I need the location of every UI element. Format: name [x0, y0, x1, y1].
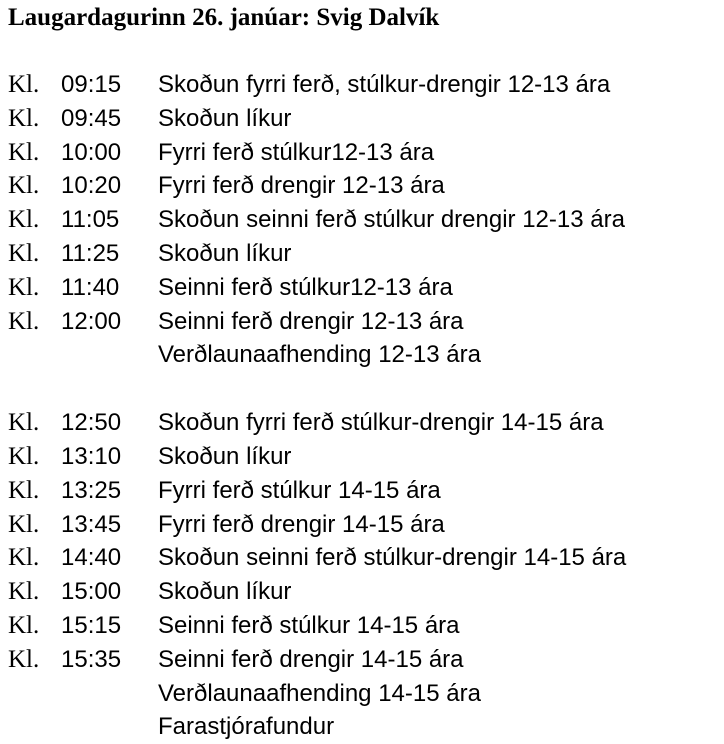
- row-description: Fyrri ferð stúlkur12-13 ára: [158, 138, 435, 166]
- schedule-block-14-15: [8, 406, 718, 744]
- schedule-row: [8, 474, 718, 508]
- row-prefix: Kl.: [8, 645, 40, 673]
- schedule-row: [8, 338, 718, 372]
- row-time: 12:50: [61, 409, 122, 437]
- schedule-row: [8, 169, 718, 203]
- row-time: 13:10: [61, 442, 122, 470]
- row-time: 14:40: [61, 544, 122, 572]
- row-prefix: Kl.: [8, 138, 40, 166]
- schedule-row: [8, 136, 718, 170]
- row-time: 11:25: [61, 239, 120, 267]
- schedule-document: [8, 0, 718, 744]
- row-time: 15:35: [61, 645, 122, 673]
- row-time: 15:00: [61, 578, 122, 606]
- row-prefix: Kl.: [8, 510, 40, 538]
- row-prefix: Kl.: [8, 307, 40, 335]
- row-description: Seinni ferð drengir 12-13 ára: [158, 307, 464, 335]
- schedule-row: [8, 305, 718, 339]
- schedule-row: [8, 710, 718, 744]
- row-description: Skoðun líkur: [158, 578, 292, 606]
- row-description: Verðlaunaafhending 14-15 ára: [158, 679, 481, 707]
- row-description: Skoðun líkur: [158, 104, 292, 132]
- schedule-row: [8, 508, 718, 542]
- row-description: Seinni ferð stúlkur 14-15 ára: [158, 611, 460, 639]
- row-prefix: Kl.: [8, 442, 40, 470]
- row-description: Fyrri ferð drengir 14-15 ára: [158, 510, 445, 538]
- schedule-row: [8, 677, 718, 711]
- row-description: Skoðun fyrri ferð, stúlkur-drengir 12-13 ára: [158, 71, 611, 98]
- row-description: Fyrri ferð stúlkur 14-15 ára: [158, 476, 441, 504]
- row-description: Skoðun seinni ferð stúlkur-drengir 14-15 ára: [158, 544, 627, 572]
- row-prefix: Kl.: [8, 104, 40, 132]
- row-time: 12:00: [61, 307, 122, 335]
- row-description: Skoðun fyrri ferð stúlkur-drengir 14-15 ára: [158, 409, 604, 437]
- row-time: 09:15: [61, 71, 122, 98]
- row-description: Seinni ferð drengir 14-15 ára: [158, 645, 464, 673]
- row-description: Skoðun seinni ferð stúlkur drengir 12-13 ára: [158, 206, 625, 234]
- row-prefix: Kl.: [8, 476, 40, 504]
- row-time: 13:45: [61, 510, 122, 538]
- schedule-row: [8, 271, 718, 305]
- row-description: Verðlaunaafhending 12-13 ára: [158, 341, 481, 369]
- row-description: Seinni ferð stúlkur12-13 ára: [158, 273, 453, 301]
- row-time: 11:40: [61, 273, 120, 301]
- row-prefix: Kl.: [8, 273, 40, 301]
- schedule-row: [8, 203, 718, 237]
- schedule-block-12-13: [8, 68, 718, 372]
- row-prefix: Kl.: [8, 611, 40, 639]
- row-prefix: Kl.: [8, 578, 40, 606]
- schedule-row: [8, 643, 718, 677]
- schedule-row: [8, 68, 718, 102]
- row-prefix: Kl.: [8, 544, 40, 572]
- row-prefix: Kl.: [8, 71, 40, 98]
- page-title: Laugardagurinn 26. janúar: Svig Dalvík: [8, 4, 440, 31]
- row-time: 11:05: [61, 206, 120, 234]
- schedule-row: [8, 440, 718, 474]
- title-spacer: [8, 36, 718, 68]
- row-time: 10:00: [61, 138, 122, 166]
- row-prefix: Kl.: [8, 172, 40, 200]
- row-description: Skoðun líkur: [158, 442, 292, 470]
- schedule-row: [8, 609, 718, 643]
- schedule-row: [8, 237, 718, 271]
- row-time: 13:25: [61, 476, 122, 504]
- row-time: 15:15: [61, 611, 122, 639]
- schedule-row: [8, 541, 718, 575]
- row-prefix: Kl.: [8, 239, 40, 267]
- row-description: Farastjórafundur: [158, 713, 335, 741]
- block-spacer: [8, 372, 718, 406]
- row-description: Skoðun líkur: [158, 239, 292, 267]
- row-description: Fyrri ferð drengir 12-13 ára: [158, 172, 445, 200]
- schedule-row: [8, 575, 718, 609]
- row-time: 09:45: [61, 104, 122, 132]
- row-prefix: Kl.: [8, 409, 40, 437]
- row-time: 10:20: [61, 172, 122, 200]
- schedule-row: [8, 102, 718, 136]
- row-prefix: Kl.: [8, 206, 40, 234]
- schedule-row: [8, 406, 718, 440]
